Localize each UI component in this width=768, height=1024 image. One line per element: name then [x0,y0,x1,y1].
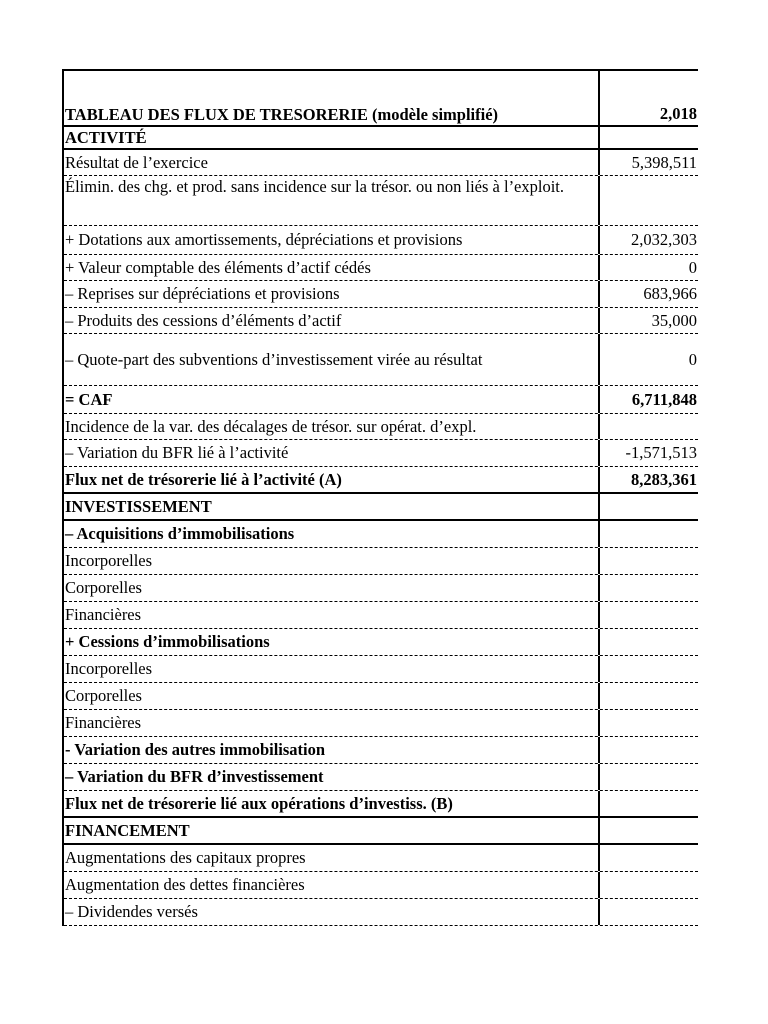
row-label: = CAF [65,389,113,409]
table-body [64,127,698,926]
row-value [598,414,698,439]
table-row [64,899,698,926]
row-label: – Reprises sur dépréciations et provisions [65,284,340,303]
row-label: Flux net de trésorerie lié aux opérations d’investiss. (B) [65,793,453,813]
row-value [598,899,698,925]
row-label: + Dotations aux amortissements, dépréciations et provisions [65,230,463,249]
row-label: - Variation des autres immobilisation [65,740,326,759]
table-header-row [64,71,698,127]
row-label: FINANCEMENT [65,820,190,840]
table-row [64,521,698,548]
row-value [598,629,698,655]
table-row [64,818,698,845]
row-label: – Produits des cessions d’éléments d’actif [65,310,342,330]
row-value [598,548,698,574]
row-value [598,791,698,816]
row-value: 5,398,511 [598,150,698,175]
table-row [64,386,698,414]
row-value [598,127,698,148]
table-row [64,494,698,521]
table-row [64,602,698,629]
row-label: – Variation du BFR d’investissement [65,767,324,786]
row-value: -1,571,513 [598,440,698,466]
row-value [598,494,698,519]
row-value: 683,966 [598,281,698,307]
row-label: INVESTISSEMENT [65,496,212,516]
row-value [598,521,698,547]
table-row [64,308,698,334]
row-label: Financières [65,605,142,624]
table-row [64,872,698,899]
table-row [64,629,698,656]
row-label: ACTIVITÉ [65,127,147,147]
row-label: Augmentations des capitaux propres [65,848,306,867]
row-value: 6,711,848 [598,386,698,413]
row-label: – Quote-part des subventions d’investissement virée au résultat [65,349,483,369]
year-header: 2,018 [598,71,698,125]
row-value [598,872,698,898]
table-row [64,334,698,386]
row-label: Augmentation des dettes financières [65,875,305,894]
table-row [64,440,698,467]
row-label: + Valeur comptable des éléments d’actif cédés [65,257,371,277]
table-row [64,127,698,150]
row-value [598,176,698,225]
row-label: Financières [65,713,142,732]
row-label: Élimin. des chg. et prod. sans incidence sur la trésor. ou non liés à l’exploit. [65,177,565,196]
cash-flow-table [62,69,698,926]
row-value [598,818,698,843]
row-value [598,710,698,736]
table-row [64,683,698,710]
table-row [64,414,698,440]
row-label: Corporelles [65,578,142,597]
row-label: Flux net de trésorerie lié à l’activité (A) [65,469,342,489]
table-row [64,467,698,494]
row-value [598,764,698,790]
table-row [64,226,698,255]
row-label: Incorporelles [65,659,153,678]
row-value [598,602,698,628]
table-row [64,845,698,872]
row-value: 8,283,361 [598,467,698,492]
row-label: + Cessions d’immobilisations [65,632,270,651]
row-value [598,737,698,763]
row-value: 35,000 [598,308,698,333]
table-title: TABLEAU DES FLUX DE TRESORERIE (modèle simplifié) [65,105,499,124]
row-value: 2,032,303 [598,226,698,254]
row-label: – Dividendes versés [65,902,198,921]
table-row [64,176,698,226]
table-row [64,791,698,818]
row-label: Incidence de la var. des décalages de trésor. sur opérat. d’expl. [65,416,477,436]
table-row [64,255,698,281]
row-label: – Acquisitions d’immobilisations [65,524,295,543]
table-row [64,737,698,764]
row-label: Incorporelles [65,551,153,570]
row-value [598,845,698,871]
table-row [64,150,698,176]
table-row [64,575,698,602]
table-row [64,548,698,575]
table-row [64,764,698,791]
row-value [598,656,698,682]
row-value: 0 [598,334,698,385]
table-row [64,710,698,737]
row-value: 0 [598,255,698,280]
row-value [598,683,698,709]
table-row [64,656,698,683]
row-value [598,575,698,601]
row-label: Corporelles [65,686,142,705]
table-row [64,281,698,308]
row-label: – Variation du BFR lié à l’activité [65,443,289,462]
row-label: Résultat de l’exercice [65,152,208,172]
